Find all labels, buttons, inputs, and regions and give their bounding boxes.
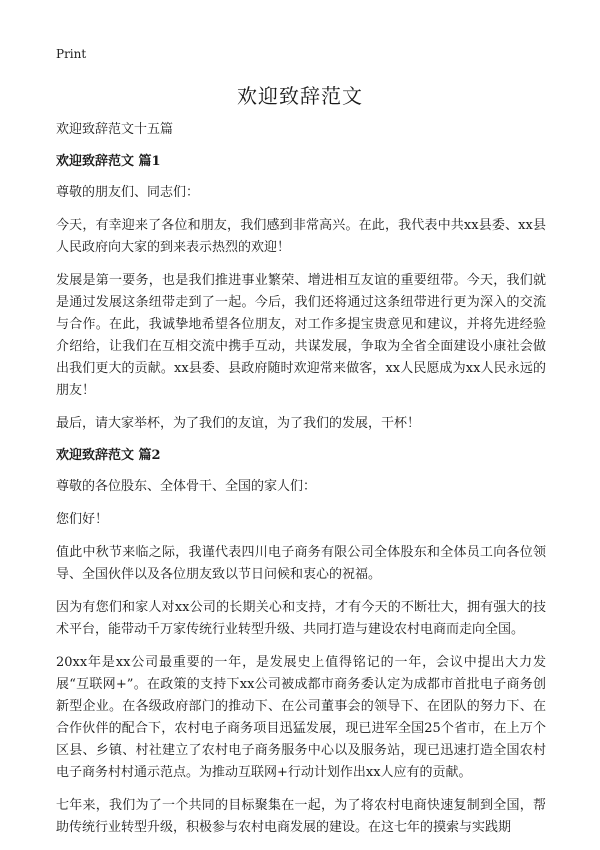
section-1 xyxy=(56,152,546,435)
document-subtitle: 欢迎致辞范文十五篇 xyxy=(56,122,174,137)
paragraph: 最后，请大家举杯，为了我们的友谊，为了我们的发展，干杯！ xyxy=(56,416,421,431)
paragraph: 您们好！ xyxy=(56,512,109,527)
section-heading: 欢迎致辞范文 篇1 xyxy=(56,154,161,169)
section-2 xyxy=(56,446,546,839)
paragraph: 值此中秋节来临之际，我谨代表四川电子商务有限公司全体股东和全体员工向各位领导、全国伙伴以及各位朋友致以节日问候和衷心的祝福。 xyxy=(56,545,546,582)
document-body xyxy=(56,120,546,850)
paragraph: 发展是第一要务，也是我们推进事业繁荣、增进相互友谊的重要纽带。今天，我们就是通过发展这条纽带走到了一起。今后，我们还将通过这条纽带进行更为深入的交流与合作。在此，我诚挚地希望各位朋友，对工作多提宝贵意见和建议，并将先进经验介绍给，让我们在互相交流中携手互动，共谋发展，争取为全省全面建设小康社会做出我们更大的贡献。xx县委、县政府随时欢迎常来做客，xx人民愿成为xx人民永远的朋友！ xyxy=(56,273,546,398)
paragraph: 七年来，我们为了一个共同的目标聚集在一起，为了将农村电商快速复制到全国，帮助传统行业转型升级，积极参与农村电商发展的建设。在这七年的摸索与实践期 xyxy=(56,798,546,835)
document-title: 欢迎致辞范文 xyxy=(237,84,363,108)
print-link[interactable]: Print xyxy=(56,47,87,61)
paragraph: 尊敬的各位股东、全体骨干、全国的家人们： xyxy=(56,479,317,494)
paragraph: 20xx年是xx公司最重要的一年，是发展史上值得铭记的一年，会议中提出大力发展“互联网+”。在政策的支持下xx公司被成都市商务委认定为成都市首批电子商务创新型企业。在各级政府部门的推动下、在公司董事会的领导下、在团队的努力下、在合作伙伴的配合下，农村电子商务项目迅猛发展，现已进军全国25个省市，在上万个区县、乡镇、村社建立了农村电子商务服务中心以及服务站，现已迅速打造全国农村电子商务村村通示范点。为推动互联网+行动计划作出xx人应有的贡献。 xyxy=(56,655,546,780)
paragraph: 尊敬的朋友们、同志们： xyxy=(56,185,200,200)
paragraph: 因为有您们和家人对xx公司的长期关心和支持，才有今天的不断壮大，拥有强大的技术平台，能带动千万家传统行业转型升级、共同打造与建设农村电商而走向全国。 xyxy=(56,600,546,637)
section-heading: 欢迎致辞范文 篇2 xyxy=(56,448,161,463)
paragraph: 今天，有幸迎来了各位和朋友，我们感到非常高兴。在此，我代表中共xx县委、xx县人民政府向大家的到来表示热烈的欢迎！ xyxy=(56,218,546,255)
